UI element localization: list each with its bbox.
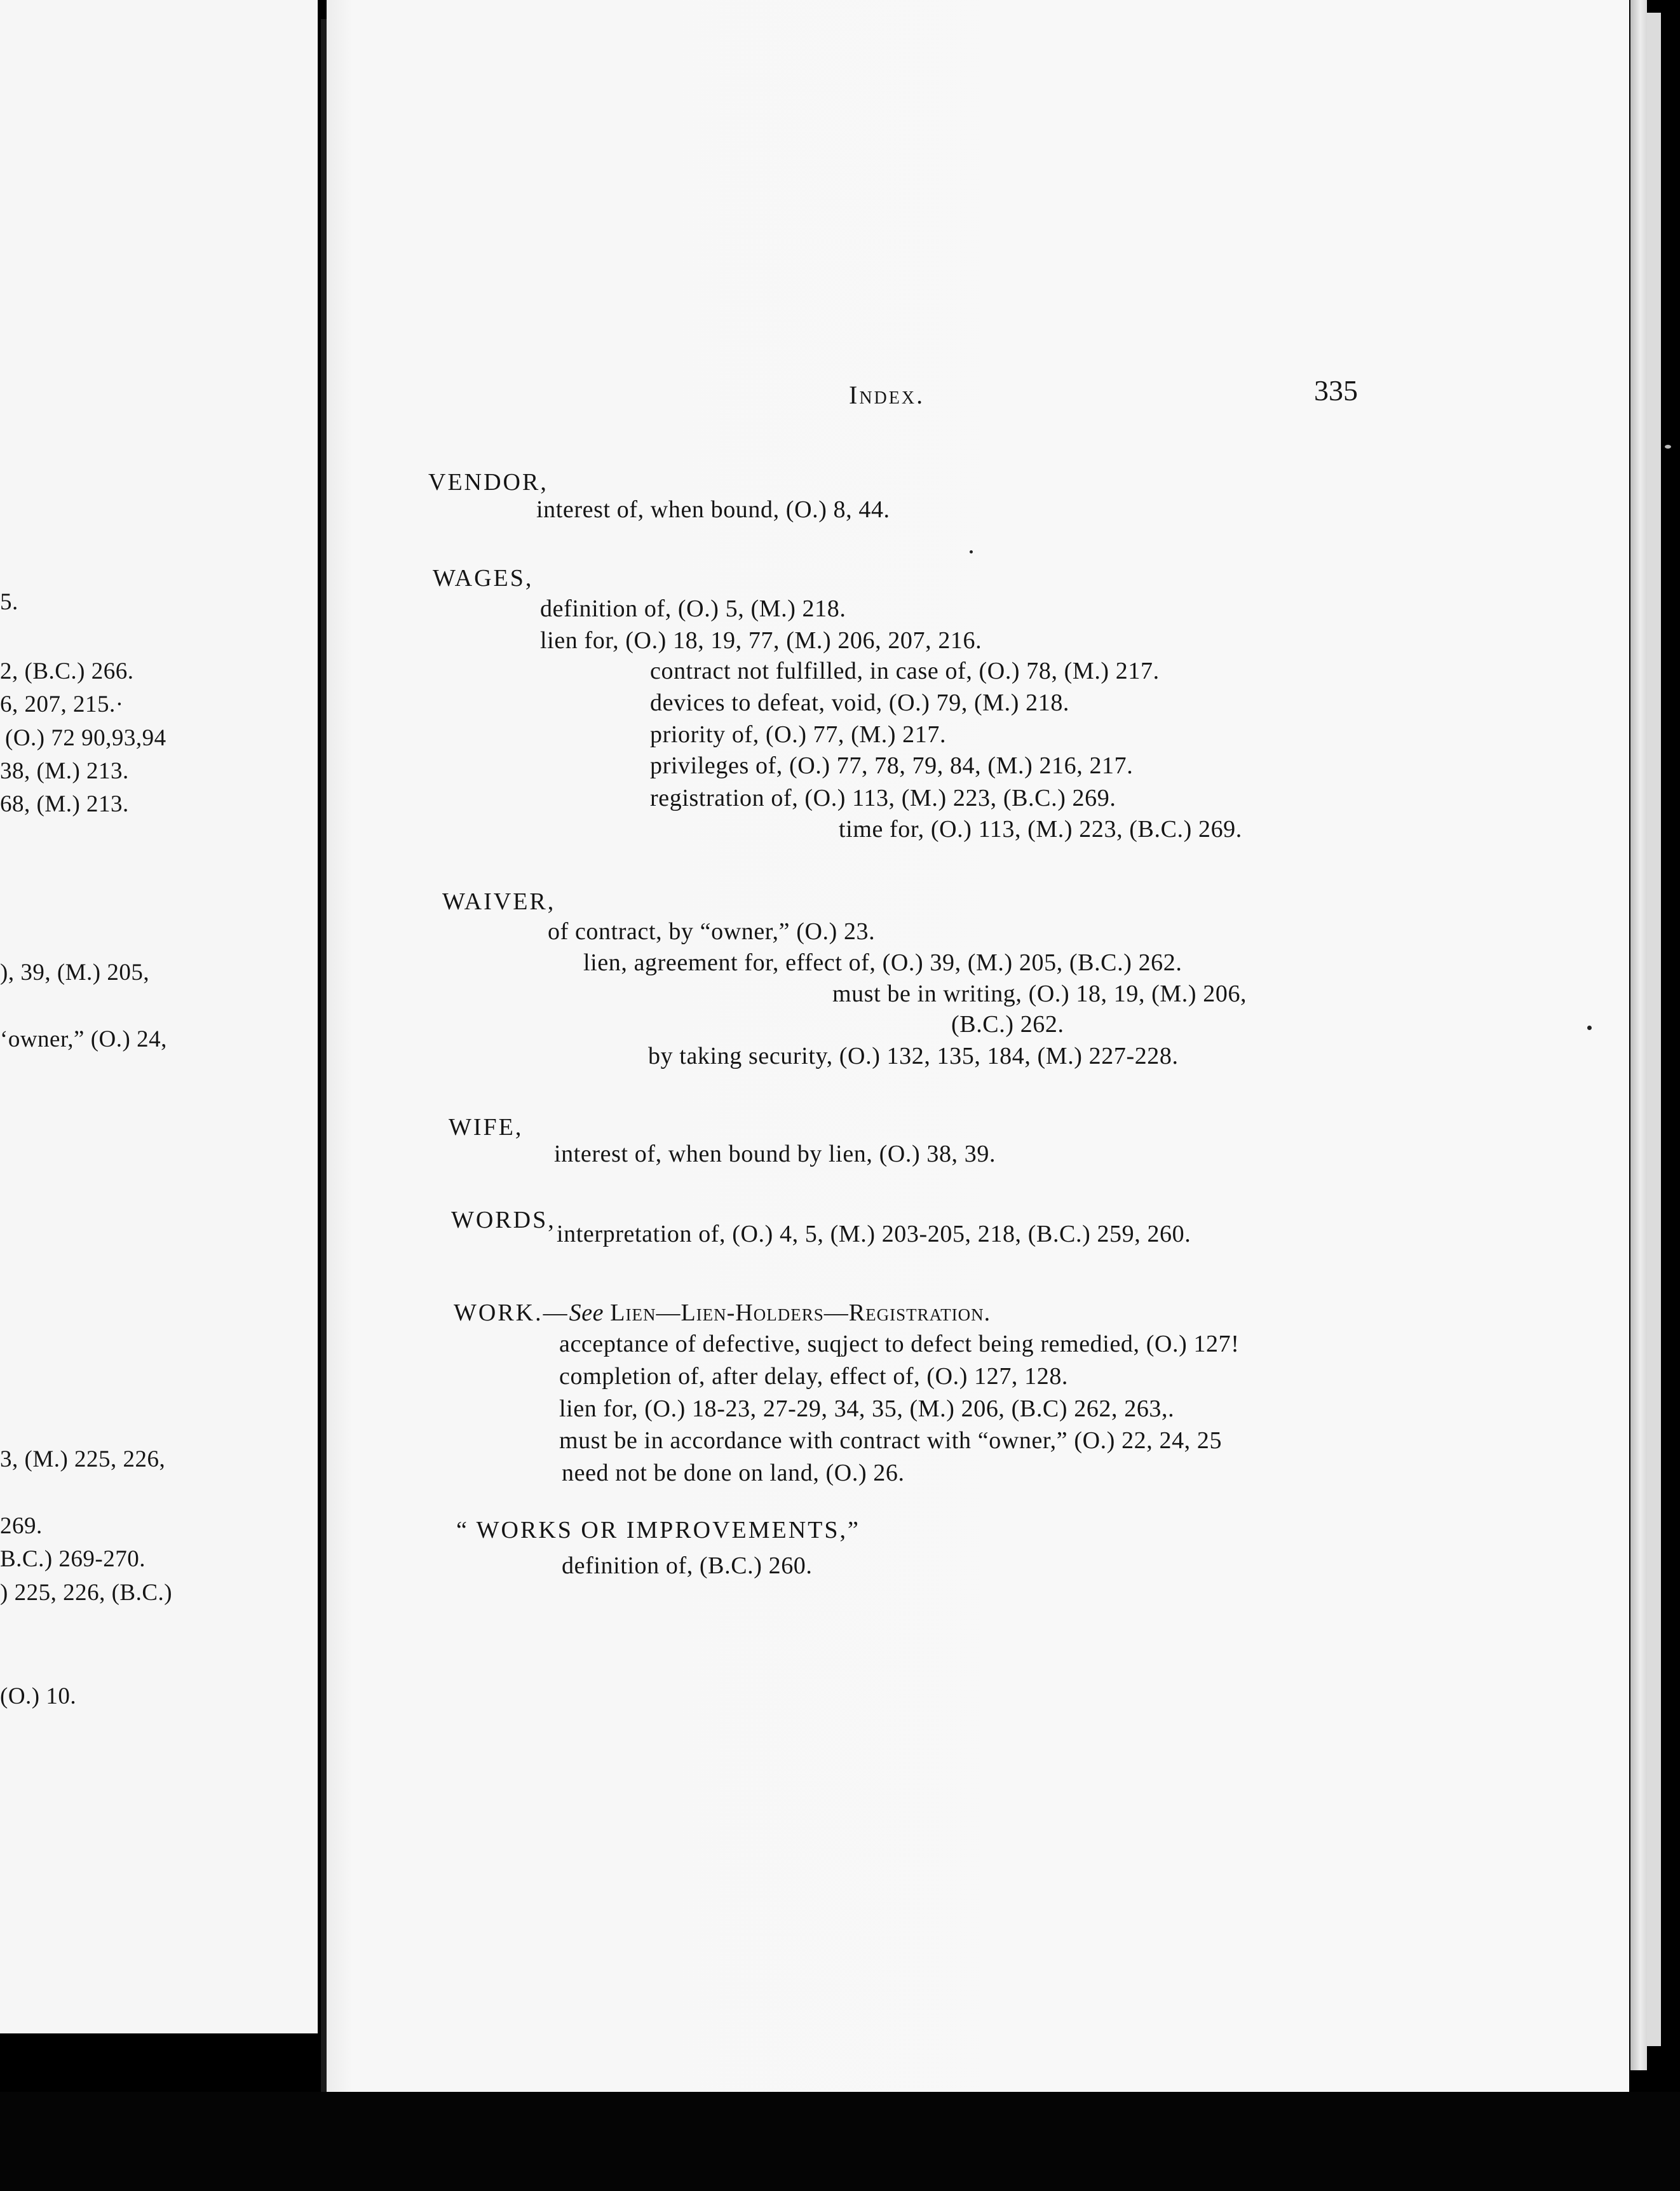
scan-speck xyxy=(1665,445,1671,449)
scan-speck xyxy=(970,550,973,553)
work-heading-label: WORK.— xyxy=(454,1299,569,1326)
left-page-line: (O.) 72 90,93,94 xyxy=(5,725,166,751)
entry-line: interpretation of, (O.) 4, 5, (M.) 203-205, 218, (B.C.) 259, 260. xyxy=(557,1221,1191,1247)
scan-speck xyxy=(1587,1026,1592,1030)
entry-line: time for, (O.) 113, (M.) 223, (B.C.) 269. xyxy=(839,816,1242,843)
left-page-line: B.C.) 269-270. xyxy=(0,1546,146,1572)
entry-line: lien for, (O.) 18, 19, 77, (M.) 206, 207, 216. xyxy=(540,627,982,654)
scan-background xyxy=(0,2092,1680,2191)
entry-heading-wages: WAGES, xyxy=(433,565,534,592)
entry-line: priority of, (O.) 77, (M.) 217. xyxy=(650,721,947,748)
left-page-line: ), 39, (M.) 205, xyxy=(0,960,150,986)
entry-heading-waiver: WAIVER, xyxy=(442,888,556,915)
left-page-line: 6, 207, 215.· xyxy=(0,691,124,717)
see-references: Lien—Lien-Holders—Registration. xyxy=(610,1299,991,1326)
entry-line: must be in accordance with contract with “owner,” (O.) 22, 24, 25 xyxy=(559,1427,1223,1454)
entry-line: must be in writing, (O.) 18, 19, (M.) 206, xyxy=(832,980,1247,1007)
entry-heading-words: WORDS, xyxy=(451,1207,556,1233)
entry-line: completion of, after delay, effect of, (O.) 127, 128. xyxy=(559,1363,1069,1390)
entry-line: interest of, when bound, (O.) 8, 44. xyxy=(536,496,890,523)
entry-line: definition of, (B.C.) 260. xyxy=(562,1552,813,1579)
page-edge xyxy=(1630,0,1647,2070)
entry-line: interest of, when bound by lien, (O.) 38, 39. xyxy=(554,1141,996,1167)
left-page-line: 68, (M.) 213. xyxy=(0,791,129,817)
page-edge xyxy=(1647,13,1661,2046)
entry-line: lien, agreement for, effect of, (O.) 39, (M.) 205, (B.C.) 262. xyxy=(583,949,1182,976)
page-number: 335 xyxy=(1314,374,1358,407)
left-page-line: ) 225, 226, (B.C.) xyxy=(0,1580,173,1606)
entry-line: definition of, (O.) 5, (M.) 218. xyxy=(540,595,846,622)
left-page-line: 269. xyxy=(0,1513,43,1539)
entry-line: privileges of, (O.) 77, 78, 79, 84, (M.) 216, 217. xyxy=(650,752,1134,779)
entry-line: by taking security, (O.) 132, 135, 184, (M.) 227-228. xyxy=(648,1043,1179,1069)
entry-line: of contract, by “owner,” (O.) 23. xyxy=(548,918,876,945)
left-page-line: 5. xyxy=(0,589,18,615)
entry-line: lien for, (O.) 18-23, 27-29, 34, 35, (M.) 206, (B.C) 262, 263,. xyxy=(559,1395,1175,1422)
left-page-line: ‘owner,” (O.) 24, xyxy=(0,1026,167,1052)
entry-line: contract not fulfilled, in case of, (O.) 78, (M.) 217. xyxy=(650,658,1160,684)
left-page-line: 3, (M.) 225, 226, xyxy=(0,1446,166,1472)
entry-heading-work xyxy=(454,1299,991,1327)
entry-heading-wife: WIFE, xyxy=(449,1114,524,1141)
entry-heading-vendor: VENDOR, xyxy=(428,469,548,496)
running-head: Index. xyxy=(849,381,925,409)
entry-line: devices to defeat, void, (O.) 79, (M.) 218. xyxy=(650,689,1070,716)
entry-line: registration of, (O.) 113, (M.) 223, (B.C.) 269. xyxy=(650,785,1116,811)
entry-heading-works-or-improvements: “ WORKS OR IMPROVEMENTS,” xyxy=(456,1517,860,1543)
previous-page-fragment xyxy=(0,0,318,2033)
left-page-line: (O.) 10. xyxy=(0,1683,77,1709)
see-label: See xyxy=(569,1299,604,1326)
binding-gutter xyxy=(321,19,327,2110)
left-page-line: 2, (B.C.) 266. xyxy=(0,658,134,684)
entry-line: acceptance of defective, suqject to defect being remedied, (O.) 127! xyxy=(559,1331,1240,1357)
entry-line: (B.C.) 262. xyxy=(951,1011,1064,1038)
entry-line: need not be done on land, (O.) 26. xyxy=(562,1460,905,1486)
left-page-line: 38, (M.) 213. xyxy=(0,758,129,784)
